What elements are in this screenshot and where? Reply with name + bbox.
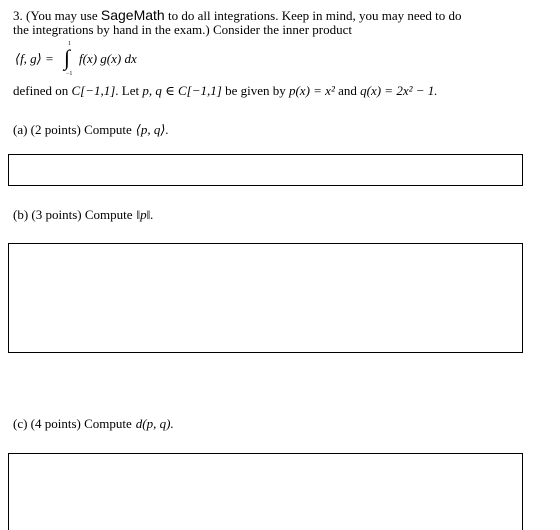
def-p: p(x) = x² [288, 83, 335, 98]
answer-box-a[interactable] [8, 154, 523, 186]
problem-definition-line [13, 83, 438, 99]
question-a-expr: ⟨p, q⟩. [135, 122, 169, 137]
formula-rhs: f(x) g(x) dx [79, 51, 137, 66]
question-c-label [13, 416, 174, 432]
def-text-3: be given by [221, 83, 289, 98]
intro-text-line-2: the integrations by hand in the exam.) Consider the inner product [13, 22, 352, 37]
question-b-text: (b) (3 points) Compute [13, 207, 133, 222]
intro-text-prefix: 3. (You may use [13, 8, 101, 23]
integral [63, 40, 77, 80]
question-b-label [13, 207, 154, 223]
integral-lower-limit: −1 [66, 71, 73, 77]
answer-box-b[interactable] [8, 243, 523, 353]
question-a-text: (a) (2 points) Compute [13, 122, 132, 137]
question-b-expr: ‖p‖. [136, 207, 154, 222]
def-text-2: . Let [115, 83, 143, 98]
question-a-label [13, 122, 169, 138]
question-c-text: (c) (4 points) Compute [13, 416, 132, 431]
integral-sign: ∫ [64, 45, 71, 70]
def-q: q(x) = 2x² − 1. [360, 83, 438, 98]
sagemath-brand: SageMath [100, 7, 165, 23]
def-space: C[−1,1] [71, 83, 116, 98]
def-and: and [334, 83, 361, 98]
def-text-1: defined on [13, 83, 72, 98]
problem-intro-line-2 [13, 22, 352, 38]
intro-text-suffix: to do all integrations. Keep in mind, you may need to do [164, 8, 462, 23]
formula-lhs: ⟨f, g⟩ = [15, 51, 54, 66]
def-vars: p, q ∈ C[−1,1] [142, 83, 222, 98]
integral-upper-limit: 1 [68, 41, 71, 47]
question-c-expr: d(p, q). [135, 416, 174, 431]
answer-box-c[interactable] [8, 453, 523, 530]
